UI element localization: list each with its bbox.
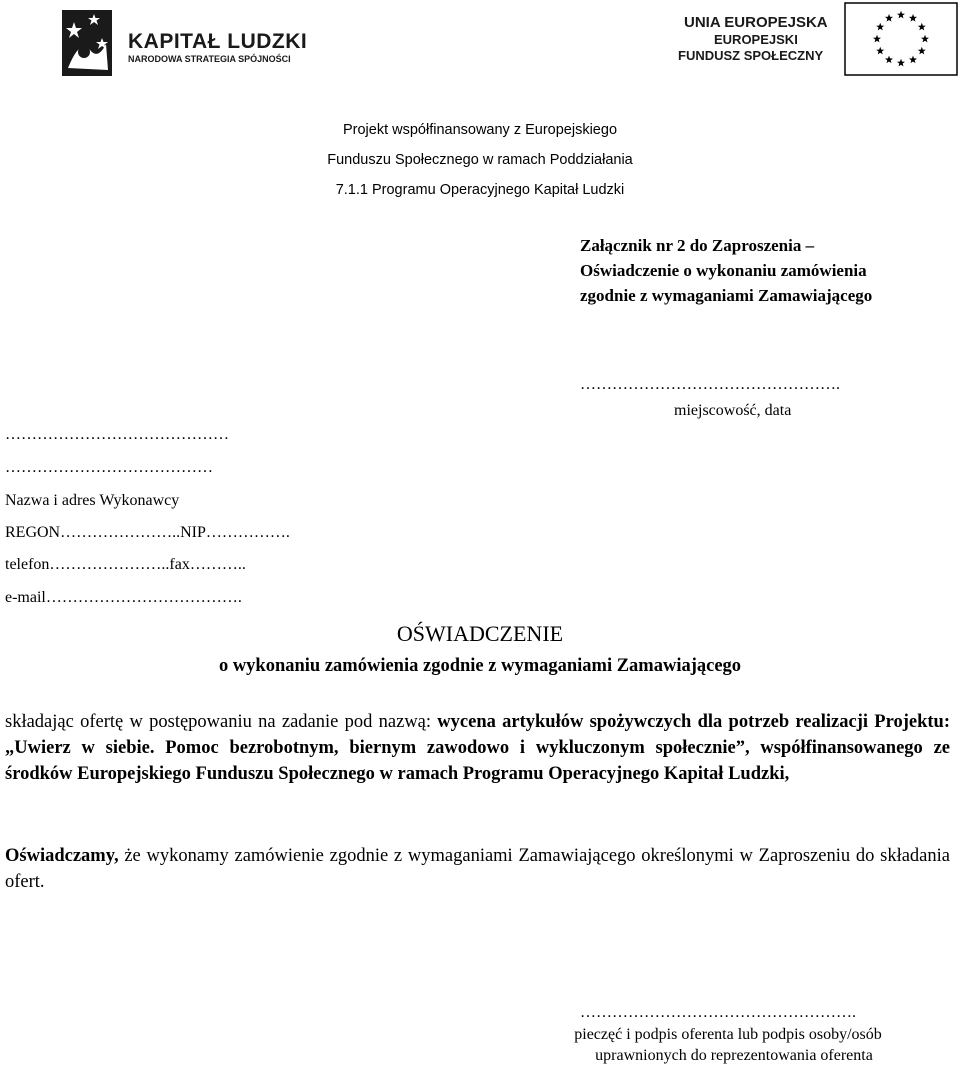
attachment-title-line1: Załącznik nr 2 do Zaproszenia – bbox=[580, 236, 815, 255]
signature-dots: ……………………………………………. bbox=[580, 1004, 856, 1021]
contractor-email: e-mail………………………………. bbox=[5, 589, 242, 606]
body-paragraph-1 bbox=[5, 709, 950, 787]
contractor-dots-2: ………………………………… bbox=[5, 459, 213, 476]
body-paragraph-2 bbox=[5, 843, 950, 895]
body-p1-text: składając ofertę w postępowaniu na zadanie pod nazwą: bbox=[5, 712, 438, 732]
body-p2-declare: Oświadczamy, bbox=[5, 846, 119, 866]
project-note-line3: 7.1.1 Programu Operacyjnego Kapitał Ludzki bbox=[335, 182, 625, 198]
statement-title: OŚWIADCZENIE bbox=[396, 621, 564, 646]
attachment-title-line2: Oświadczenie o wykonaniu zamówienia bbox=[580, 261, 867, 280]
signature-label-line1: pieczęć i podpis oferenta lub podpis osoby/osób bbox=[574, 1026, 882, 1043]
ue-logo-line2: EUROPEJSKI bbox=[714, 32, 798, 47]
kapital-ludzki-subtitle: NARODOWA STRATEGIA SPÓJNOŚCI bbox=[128, 54, 291, 64]
signature-label-line2: uprawnionych do reprezentowania oferenta bbox=[595, 1047, 873, 1064]
contractor-name-label: Nazwa i adres Wykonawcy bbox=[5, 492, 180, 509]
project-note-line2: Funduszu Społecznego w ramach Poddziałania bbox=[327, 152, 633, 168]
eu-flag-icon bbox=[844, 2, 958, 76]
project-note-line1: Projekt współfinansowany z Europejskiego bbox=[342, 122, 618, 138]
ue-logo-line1: UNIA EUROPEJSKA bbox=[684, 14, 828, 31]
contractor-dots-1: …………………………………… bbox=[5, 426, 229, 443]
place-date-label: miejscowość, data bbox=[674, 402, 792, 419]
place-date-dots: …………………………………………. bbox=[580, 376, 840, 393]
body-p2-text: że wykonamy zamówienie zgodnie z wymaganiami Zamawiającego określonymi w Zaproszeniu do składania ofert. bbox=[5, 846, 950, 892]
contractor-regon-nip: REGON…………………..NIP……………. bbox=[5, 524, 290, 541]
body-p1-project-name: wycena artykułów spożywczych dla potrzeb realizacji Projektu: „Uwierz w siebie. Pomoc bezrobotnym, biernym zawodowo i wykluczonym społecznie”, współfinansowanego ze środków Europejskiego Funduszu Społecznego w ramach Programu Operacyjnego Kapitał Ludzki, bbox=[5, 712, 950, 784]
contractor-phone-fax: telefon…………………..fax……….. bbox=[5, 556, 246, 573]
unia-europejska-logo bbox=[670, 2, 960, 78]
kapital-ludzki-title: KAPITAŁ LUDZKI bbox=[128, 30, 308, 53]
statement-subtitle: o wykonaniu zamówienia zgodnie z wymaganiami Zamawiającego bbox=[218, 656, 742, 676]
attachment-title-line3: zgodnie z wymaganiami Zamawiającego bbox=[580, 286, 873, 305]
kapital-ludzki-logo bbox=[60, 8, 320, 78]
ue-logo-line3: FUNDUSZ SPOŁECZNY bbox=[678, 48, 824, 63]
